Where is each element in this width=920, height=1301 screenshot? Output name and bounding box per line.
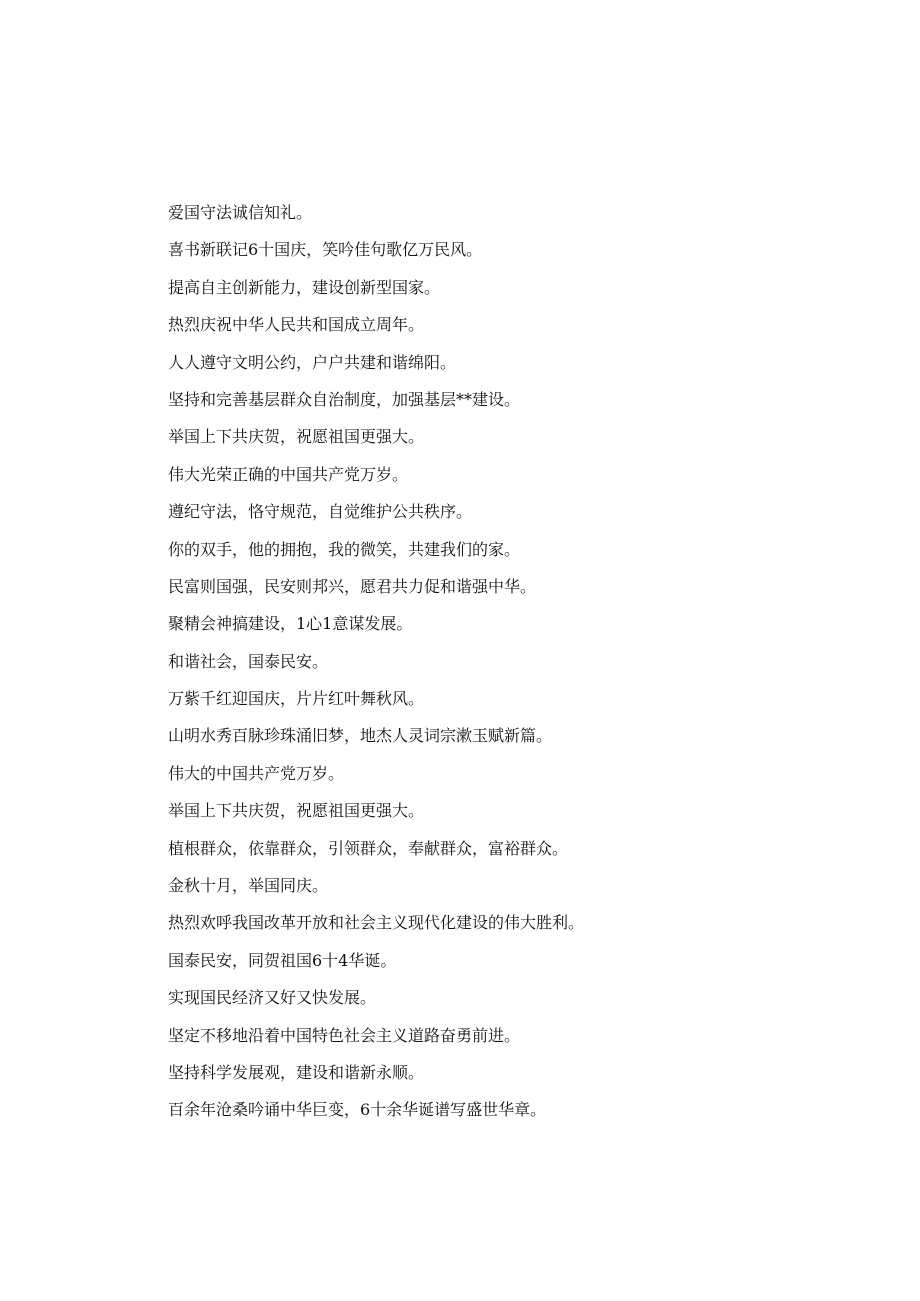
slogan-line: 坚持和完善基层群众自治制度，加强基层**建设。 <box>168 389 521 409</box>
slogan-line: 伟大光荣正确的中国共产党万岁。 <box>168 464 409 484</box>
slogan-line: 人人遵守文明公约，户户共建和谐绵阳。 <box>168 352 457 372</box>
slogan-line: 热烈欢呼我国改革开放和社会主义现代化建设的伟大胜利。 <box>168 913 585 933</box>
slogan-line: 民富则国强，民安则邦兴，愿君共力促和谐强中华。 <box>168 576 537 596</box>
slogan-line: 坚持科学发展观，建设和谐新永顺。 <box>168 1062 425 1082</box>
slogan-line: 伟大的中国共产党万岁。 <box>168 763 345 783</box>
slogan-line: 植根群众，依靠群众，引领群众，奉献群众，富裕群众。 <box>168 838 569 858</box>
slogan-line: 热烈庆祝中华人民共和国成立周年。 <box>168 315 425 335</box>
slogan-line: 遵纪守法，恪守规范，自觉维护公共秩序。 <box>168 502 473 522</box>
slogan-line: 提高自主创新能力，建设创新型国家。 <box>168 277 441 297</box>
slogan-line: 和谐社会，国泰民安。 <box>168 651 329 671</box>
slogan-line: 实现国民经济又好又快发展。 <box>168 988 377 1008</box>
slogan-line: 聚精会神搞建设，1心1意谋发展。 <box>168 614 413 634</box>
slogan-line: 金秋十月，举国同庆。 <box>168 876 329 896</box>
slogan-line: 举国上下共庆贺，祝愿祖国更强大。 <box>168 427 425 447</box>
slogan-line: 万紫千红迎国庆，片片红叶舞秋风。 <box>168 689 425 709</box>
slogan-list <box>168 198 868 1133</box>
slogan-line: 坚定不移地沿着中国特色社会主义道路奋勇前进。 <box>168 1025 521 1045</box>
slogan-line: 百余年沧桑吟诵中华巨变，6十余华诞谱写盛世华章。 <box>168 1100 547 1120</box>
slogan-line: 山明水秀百脉珍珠涌旧梦，地杰人灵词宗漱玉赋新篇。 <box>168 726 553 746</box>
slogan-line: 你的双手，他的拥抱，我的微笑，共建我们的家。 <box>168 539 521 559</box>
slogan-line: 喜书新联记6十国庆，笑吟佳句歌亿万民风。 <box>168 240 483 260</box>
slogan-line: 国泰民安，同贺祖国6十4华诞。 <box>168 950 397 970</box>
slogan-line: 举国上下共庆贺，祝愿祖国更强大。 <box>168 801 425 821</box>
slogan-line: 爱国守法诚信知礼。 <box>168 203 313 222</box>
